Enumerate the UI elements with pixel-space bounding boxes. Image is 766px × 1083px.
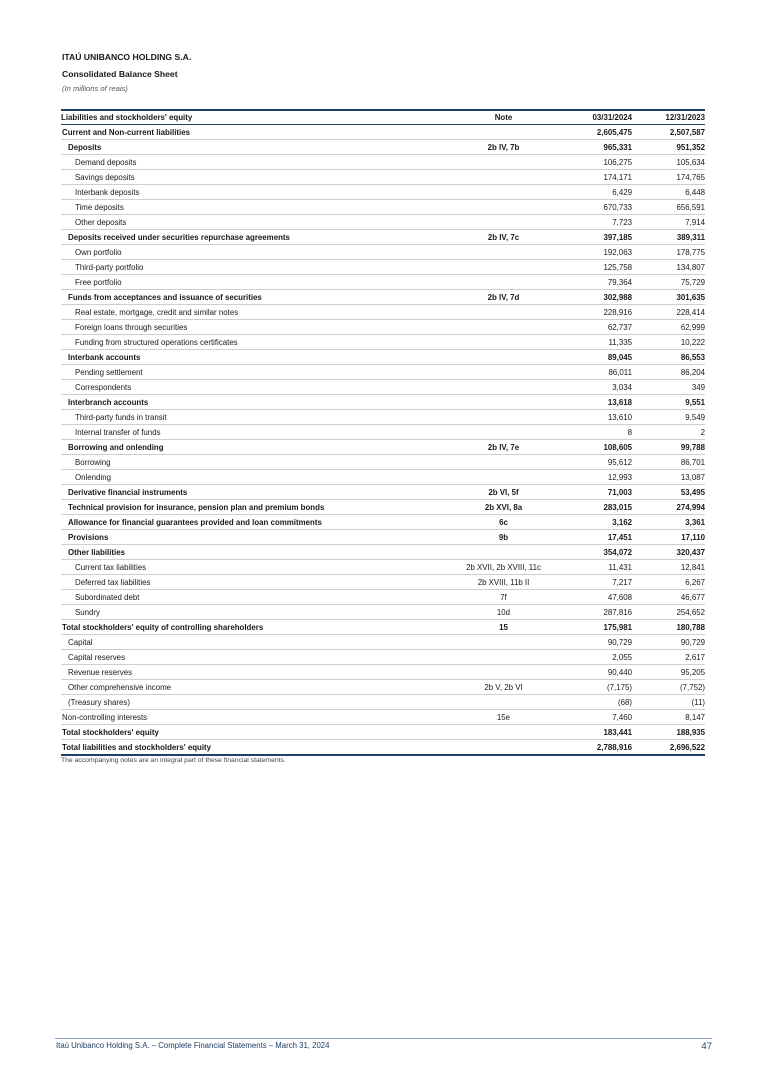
row-label: Capital bbox=[61, 635, 448, 650]
row-value-prior: 3,361 bbox=[632, 515, 705, 530]
row-value-current: 283,015 bbox=[559, 500, 632, 515]
row-label: Funding from structured operations certificates bbox=[61, 335, 448, 350]
row-label: Subordinated debt bbox=[61, 590, 448, 605]
row-value-prior: 7,914 bbox=[632, 215, 705, 230]
row-label: Interbank accounts bbox=[61, 350, 448, 365]
row-label: Real estate, mortgage, credit and similar notes bbox=[61, 305, 448, 320]
column-header-note: Note bbox=[448, 110, 559, 125]
row-value-prior: 2,696,522 bbox=[632, 740, 705, 756]
units-note: (In millions of reais) bbox=[62, 84, 128, 93]
row-label: Onlending bbox=[61, 470, 448, 485]
row-label: Current tax liabilities bbox=[61, 560, 448, 575]
row-note: 2b XVIII, 11b II bbox=[448, 575, 559, 590]
row-value-current: 108,605 bbox=[559, 440, 632, 455]
row-note bbox=[448, 425, 559, 440]
row-value-prior: 2,507,587 bbox=[632, 125, 705, 140]
table-row bbox=[61, 695, 705, 710]
row-value-prior: 62,999 bbox=[632, 320, 705, 335]
row-label: (Treasury shares) bbox=[61, 695, 448, 710]
row-value-prior: 254,652 bbox=[632, 605, 705, 620]
row-label: Deferred tax liabilities bbox=[61, 575, 448, 590]
row-value-prior: 134,807 bbox=[632, 260, 705, 275]
row-label: Correspondents bbox=[61, 380, 448, 395]
row-note bbox=[448, 245, 559, 260]
row-note bbox=[448, 635, 559, 650]
row-value-current: 17,451 bbox=[559, 530, 632, 545]
row-note bbox=[448, 395, 559, 410]
row-value-current: 11,335 bbox=[559, 335, 632, 350]
table-row bbox=[61, 485, 705, 500]
row-label: Interbank deposits bbox=[61, 185, 448, 200]
column-header-label: Liabilities and stockholders' equity bbox=[61, 110, 448, 125]
row-value-current: 89,045 bbox=[559, 350, 632, 365]
row-value-current: 13,610 bbox=[559, 410, 632, 425]
table-row bbox=[61, 680, 705, 695]
row-note bbox=[448, 260, 559, 275]
table-row bbox=[61, 560, 705, 575]
row-value-current: 2,055 bbox=[559, 650, 632, 665]
table-row bbox=[61, 215, 705, 230]
row-value-current: 6,429 bbox=[559, 185, 632, 200]
row-value-current: 8 bbox=[559, 425, 632, 440]
row-value-current: 86,011 bbox=[559, 365, 632, 380]
row-value-current: 13,618 bbox=[559, 395, 632, 410]
row-note bbox=[448, 410, 559, 425]
row-value-prior: 53,495 bbox=[632, 485, 705, 500]
row-note bbox=[448, 665, 559, 680]
row-value-current: 670,733 bbox=[559, 200, 632, 215]
row-note bbox=[448, 215, 559, 230]
row-note bbox=[448, 455, 559, 470]
table-row bbox=[61, 140, 705, 155]
row-note bbox=[448, 155, 559, 170]
table-row bbox=[61, 545, 705, 560]
table-row bbox=[61, 665, 705, 680]
column-header-current-period: 03/31/2024 bbox=[559, 110, 632, 125]
row-value-current: 106,275 bbox=[559, 155, 632, 170]
row-note bbox=[448, 545, 559, 560]
row-value-current: 965,331 bbox=[559, 140, 632, 155]
row-note: 2b IV, 7e bbox=[448, 440, 559, 455]
row-label: Revenue reserves bbox=[61, 665, 448, 680]
table-row bbox=[61, 620, 705, 635]
row-value-prior: (11) bbox=[632, 695, 705, 710]
table-row bbox=[61, 425, 705, 440]
row-value-current: 354,072 bbox=[559, 545, 632, 560]
row-value-prior: 9,549 bbox=[632, 410, 705, 425]
row-value-current: 125,758 bbox=[559, 260, 632, 275]
row-value-prior: 320,437 bbox=[632, 545, 705, 560]
row-note: 2b XVI, 8a bbox=[448, 500, 559, 515]
row-label: Demand deposits bbox=[61, 155, 448, 170]
row-value-current: 90,729 bbox=[559, 635, 632, 650]
row-value-current: (68) bbox=[559, 695, 632, 710]
table-row bbox=[61, 275, 705, 290]
footnote: The accompanying notes are an integral part of these financial statements. bbox=[61, 757, 286, 764]
row-note bbox=[448, 335, 559, 350]
row-label: Total stockholders' equity bbox=[61, 725, 448, 740]
table-row bbox=[61, 605, 705, 620]
row-value-prior: 46,677 bbox=[632, 590, 705, 605]
row-note: 15e bbox=[448, 710, 559, 725]
row-value-current: (7,175) bbox=[559, 680, 632, 695]
row-label: Deposits bbox=[61, 140, 448, 155]
footer-divider bbox=[55, 1038, 712, 1039]
row-note bbox=[448, 470, 559, 485]
row-value-current: 11,431 bbox=[559, 560, 632, 575]
row-note: 2b IV, 7b bbox=[448, 140, 559, 155]
table-body bbox=[61, 125, 705, 756]
row-value-prior: 188,935 bbox=[632, 725, 705, 740]
row-value-prior: 86,204 bbox=[632, 365, 705, 380]
row-label: Borrowing and onlending bbox=[61, 440, 448, 455]
row-note bbox=[448, 170, 559, 185]
row-note: 6c bbox=[448, 515, 559, 530]
table-row bbox=[61, 335, 705, 350]
row-value-prior: 274,994 bbox=[632, 500, 705, 515]
row-value-prior: 228,414 bbox=[632, 305, 705, 320]
footer-text: Itaú Unibanco Holding S.A. – Complete Financial Statements – March 31, 2024 bbox=[56, 1041, 330, 1050]
row-label: Provisions bbox=[61, 530, 448, 545]
row-value-current: 397,185 bbox=[559, 230, 632, 245]
row-label: Interbranch accounts bbox=[61, 395, 448, 410]
row-value-current: 174,171 bbox=[559, 170, 632, 185]
row-label: Total liabilities and stockholders' equity bbox=[61, 740, 448, 756]
row-value-prior: 10,222 bbox=[632, 335, 705, 350]
row-label: Other liabilities bbox=[61, 545, 448, 560]
page-number: 47 bbox=[701, 1041, 712, 1052]
row-label: Internal transfer of funds bbox=[61, 425, 448, 440]
row-value-prior: 178,775 bbox=[632, 245, 705, 260]
row-value-current: 79,364 bbox=[559, 275, 632, 290]
row-value-prior: 86,701 bbox=[632, 455, 705, 470]
row-label: Technical provision for insurance, pension plan and premium bonds bbox=[61, 500, 448, 515]
table-row bbox=[61, 440, 705, 455]
row-value-current: 228,916 bbox=[559, 305, 632, 320]
row-value-current: 62,737 bbox=[559, 320, 632, 335]
table-row bbox=[61, 500, 705, 515]
table-row bbox=[61, 305, 705, 320]
row-value-prior: 2 bbox=[632, 425, 705, 440]
row-label: Deposits received under securities repurchase agreements bbox=[61, 230, 448, 245]
table-row bbox=[61, 185, 705, 200]
row-value-current: 3,162 bbox=[559, 515, 632, 530]
row-label: Pending settlement bbox=[61, 365, 448, 380]
row-label: Borrowing bbox=[61, 455, 448, 470]
row-note bbox=[448, 725, 559, 740]
row-value-prior: 75,729 bbox=[632, 275, 705, 290]
row-label: Current and Non-current liabilities bbox=[61, 125, 448, 140]
row-value-prior: 6,448 bbox=[632, 185, 705, 200]
row-value-prior: 12,841 bbox=[632, 560, 705, 575]
table-row bbox=[61, 125, 705, 140]
row-note: 2b VI, 5f bbox=[448, 485, 559, 500]
row-label: Sundry bbox=[61, 605, 448, 620]
table-row bbox=[61, 410, 705, 425]
row-value-current: 2,788,916 bbox=[559, 740, 632, 756]
statement-title: Consolidated Balance Sheet bbox=[62, 69, 178, 79]
row-note bbox=[448, 350, 559, 365]
table-row bbox=[61, 530, 705, 545]
row-note bbox=[448, 695, 559, 710]
row-value-current: 3,034 bbox=[559, 380, 632, 395]
row-value-current: 175,981 bbox=[559, 620, 632, 635]
row-label: Allowance for financial guarantees provided and loan commitments bbox=[61, 515, 448, 530]
row-value-prior: 301,635 bbox=[632, 290, 705, 305]
row-value-prior: 99,788 bbox=[632, 440, 705, 455]
row-value-current: 7,723 bbox=[559, 215, 632, 230]
row-note: 2b IV, 7d bbox=[448, 290, 559, 305]
row-note bbox=[448, 125, 559, 140]
table-row bbox=[61, 155, 705, 170]
column-header-prior-period: 12/31/2023 bbox=[632, 110, 705, 125]
company-name: ITAÚ UNIBANCO HOLDING S.A. bbox=[62, 52, 192, 62]
table-row bbox=[61, 365, 705, 380]
row-value-current: 12,993 bbox=[559, 470, 632, 485]
row-value-current: 192,063 bbox=[559, 245, 632, 260]
row-note bbox=[448, 740, 559, 756]
row-note: 10d bbox=[448, 605, 559, 620]
table-row bbox=[61, 455, 705, 470]
row-note bbox=[448, 365, 559, 380]
table-row bbox=[61, 470, 705, 485]
table-row bbox=[61, 395, 705, 410]
row-value-prior: 389,311 bbox=[632, 230, 705, 245]
row-label: Third-party funds in transit bbox=[61, 410, 448, 425]
row-value-prior: 13,087 bbox=[632, 470, 705, 485]
row-note bbox=[448, 380, 559, 395]
table-row bbox=[61, 635, 705, 650]
row-label: Time deposits bbox=[61, 200, 448, 215]
row-value-prior: 90,729 bbox=[632, 635, 705, 650]
row-value-current: 71,003 bbox=[559, 485, 632, 500]
table-row bbox=[61, 740, 705, 756]
row-note: 2b XVII, 2b XVIII, 11c bbox=[448, 560, 559, 575]
table-row bbox=[61, 245, 705, 260]
row-value-current: 183,441 bbox=[559, 725, 632, 740]
table-row bbox=[61, 230, 705, 245]
row-label: Savings deposits bbox=[61, 170, 448, 185]
row-label: Own portfolio bbox=[61, 245, 448, 260]
table-row bbox=[61, 320, 705, 335]
row-value-current: 7,217 bbox=[559, 575, 632, 590]
row-label: Non-controlling interests bbox=[61, 710, 448, 725]
table-row bbox=[61, 650, 705, 665]
table-row bbox=[61, 575, 705, 590]
row-note: 9b bbox=[448, 530, 559, 545]
row-value-prior: 180,788 bbox=[632, 620, 705, 635]
row-value-prior: 9,551 bbox=[632, 395, 705, 410]
row-note bbox=[448, 200, 559, 215]
row-label: Capital reserves bbox=[61, 650, 448, 665]
row-label: Derivative financial instruments bbox=[61, 485, 448, 500]
row-value-prior: 95,205 bbox=[632, 665, 705, 680]
row-note: 7f bbox=[448, 590, 559, 605]
row-label: Free portfolio bbox=[61, 275, 448, 290]
row-label: Total stockholders' equity of controlling shareholders bbox=[61, 620, 448, 635]
table-row bbox=[61, 170, 705, 185]
row-label: Other deposits bbox=[61, 215, 448, 230]
row-note bbox=[448, 185, 559, 200]
row-value-prior: (7,752) bbox=[632, 680, 705, 695]
row-value-prior: 2,617 bbox=[632, 650, 705, 665]
table-row bbox=[61, 260, 705, 275]
row-value-current: 2,605,475 bbox=[559, 125, 632, 140]
row-note bbox=[448, 305, 559, 320]
table-row bbox=[61, 725, 705, 740]
row-value-prior: 105,634 bbox=[632, 155, 705, 170]
row-value-current: 7,460 bbox=[559, 710, 632, 725]
table-row bbox=[61, 710, 705, 725]
row-note: 15 bbox=[448, 620, 559, 635]
row-value-current: 90,440 bbox=[559, 665, 632, 680]
table-row bbox=[61, 290, 705, 305]
table-row bbox=[61, 590, 705, 605]
table-header-row bbox=[61, 110, 705, 125]
row-value-prior: 8,147 bbox=[632, 710, 705, 725]
table-row bbox=[61, 200, 705, 215]
row-value-current: 302,988 bbox=[559, 290, 632, 305]
row-value-prior: 951,352 bbox=[632, 140, 705, 155]
table-row bbox=[61, 515, 705, 530]
row-value-prior: 174,765 bbox=[632, 170, 705, 185]
row-label: Third-party portfolio bbox=[61, 260, 448, 275]
row-value-prior: 17,110 bbox=[632, 530, 705, 545]
balance-sheet-table bbox=[61, 109, 705, 756]
row-value-current: 95,612 bbox=[559, 455, 632, 470]
row-note: 2b V, 2b VI bbox=[448, 680, 559, 695]
row-value-current: 287,816 bbox=[559, 605, 632, 620]
row-label: Other comprehensive income bbox=[61, 680, 448, 695]
row-note bbox=[448, 320, 559, 335]
row-note bbox=[448, 275, 559, 290]
row-note: 2b IV, 7c bbox=[448, 230, 559, 245]
row-value-prior: 6,267 bbox=[632, 575, 705, 590]
row-label: Foreign loans through securities bbox=[61, 320, 448, 335]
table-row bbox=[61, 350, 705, 365]
row-label: Funds from acceptances and issuance of securities bbox=[61, 290, 448, 305]
row-value-prior: 656,591 bbox=[632, 200, 705, 215]
row-note bbox=[448, 650, 559, 665]
row-value-prior: 86,553 bbox=[632, 350, 705, 365]
row-value-current: 47,608 bbox=[559, 590, 632, 605]
table-row bbox=[61, 380, 705, 395]
document-header bbox=[62, 52, 191, 94]
row-value-prior: 349 bbox=[632, 380, 705, 395]
